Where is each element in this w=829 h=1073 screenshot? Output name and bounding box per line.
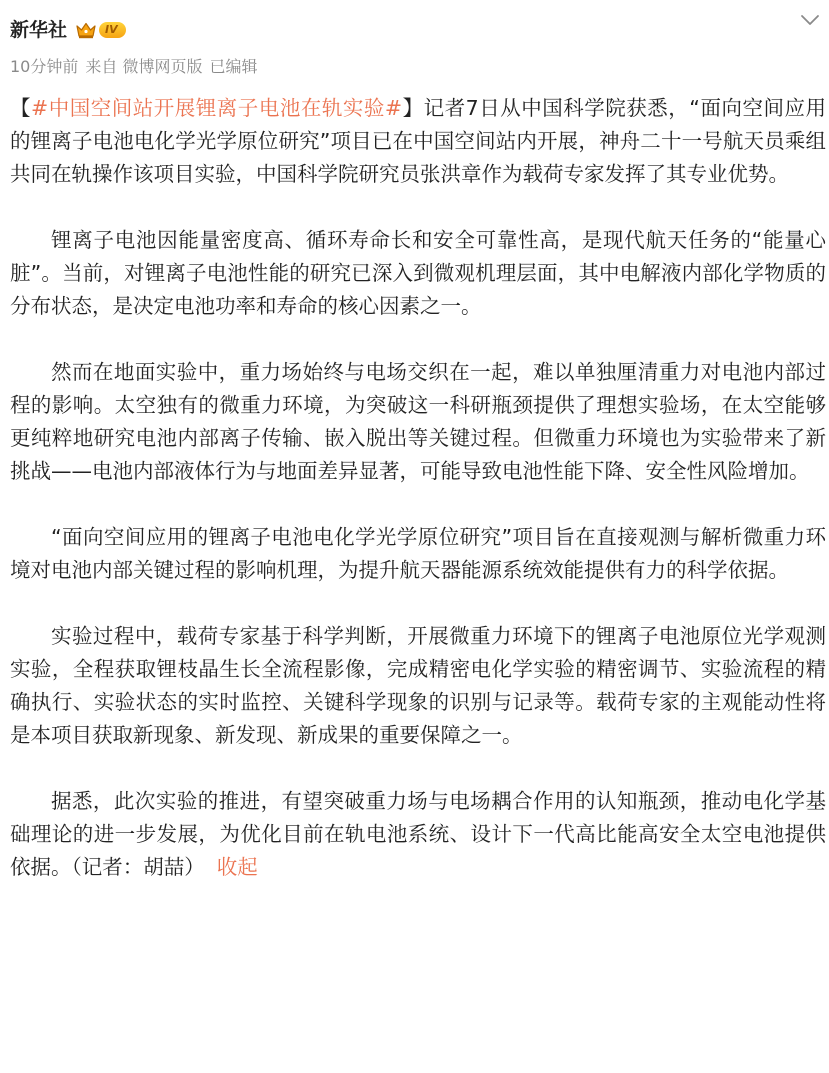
vip-badge[interactable] bbox=[75, 19, 126, 41]
post-source: 来自 微博网页版 bbox=[85, 57, 203, 76]
lead-paragraph bbox=[10, 92, 826, 191]
lead-text: 记者7日从中国科学院获悉，“面向空间应用的锂离子电池电化学光学原位研究”项目已在中国空间站内开展，神舟二十一号航天员乘组共同在轨操作该项目实验，中国科学院研究员张洪章作为载荷专家发挥了其专业优势。 bbox=[10, 96, 826, 186]
post-time[interactable]: 10分钟前 bbox=[10, 57, 79, 76]
post-meta bbox=[10, 55, 264, 79]
post-header bbox=[10, 14, 126, 46]
author-name[interactable]: 新华社 bbox=[10, 19, 68, 41]
topic-hashtag-link[interactable]: #中国空间站开展锂离子电池在轨实验# bbox=[31, 96, 403, 120]
body-paragraph: 锂离子电池因能量密度高、循环寿命长和安全可靠性高，是现代航天任务的“能量心脏”。当前，对锂离子电池性能的研究已深入到微观机理层面，其中电解液内部化学物质的分布状态，是决定电池功率和寿命的核心因素之一。 bbox=[10, 228, 826, 318]
bracket-open: 【 bbox=[10, 96, 32, 120]
final-paragraph bbox=[10, 785, 826, 884]
body-paragraph: “面向空间应用的锂离子电池电化学光学原位研究”项目旨在直接观测与解析微重力环境对电池内部关键过程的影响机理，为提升航天器能源系统效能提供有力的科学依据。 bbox=[10, 525, 826, 582]
body-paragraph: 然而在地面实验中，重力场始终与电场交织在一起，难以单独厘清重力对电池内部过程的影响。太空独有的微重力环境，为突破这一科研瓶颈提供了理想实验场，在太空能够更纯粹地研究电池内部离子传输、嵌入脱出等关键过程。但微重力环境也为实验带来了新挑战——电池内部液体行为与地面差异显著，可能导致电池性能下降、安全性风险增加。 bbox=[10, 360, 826, 483]
chevron-down-icon[interactable] bbox=[799, 12, 821, 28]
post-content bbox=[10, 92, 826, 917]
vip-level-label: IV bbox=[99, 22, 126, 38]
collapse-link[interactable]: 收起 bbox=[216, 855, 258, 879]
final-paragraph-text: 据悉，此次实验的推进，有望突破重力场与电场耦合作用的认知瓶颈，推动电化学基础理论的进一步发展，为优化目前在轨电池系统、设计下一代高比能高安全太空电池提供依据。（记者：胡喆） bbox=[10, 789, 826, 879]
edited-label[interactable]: 已编辑 bbox=[209, 57, 258, 76]
body-paragraph: 实验过程中，载荷专家基于科学判断，开展微重力环境下的锂离子电池原位光学观测实验，全程获取锂枝晶生长全流程影像，完成精密电化学实验的精密调节、实验流程的精确执行、实验状态的实时监控、关键科学现象的识别与记录等。载荷专家的主观能动性将是本项目获取新现象、新发现、新成果的重要保障之一。 bbox=[10, 624, 826, 747]
crown-icon bbox=[75, 21, 97, 39]
bracket-close: 】 bbox=[402, 96, 424, 120]
